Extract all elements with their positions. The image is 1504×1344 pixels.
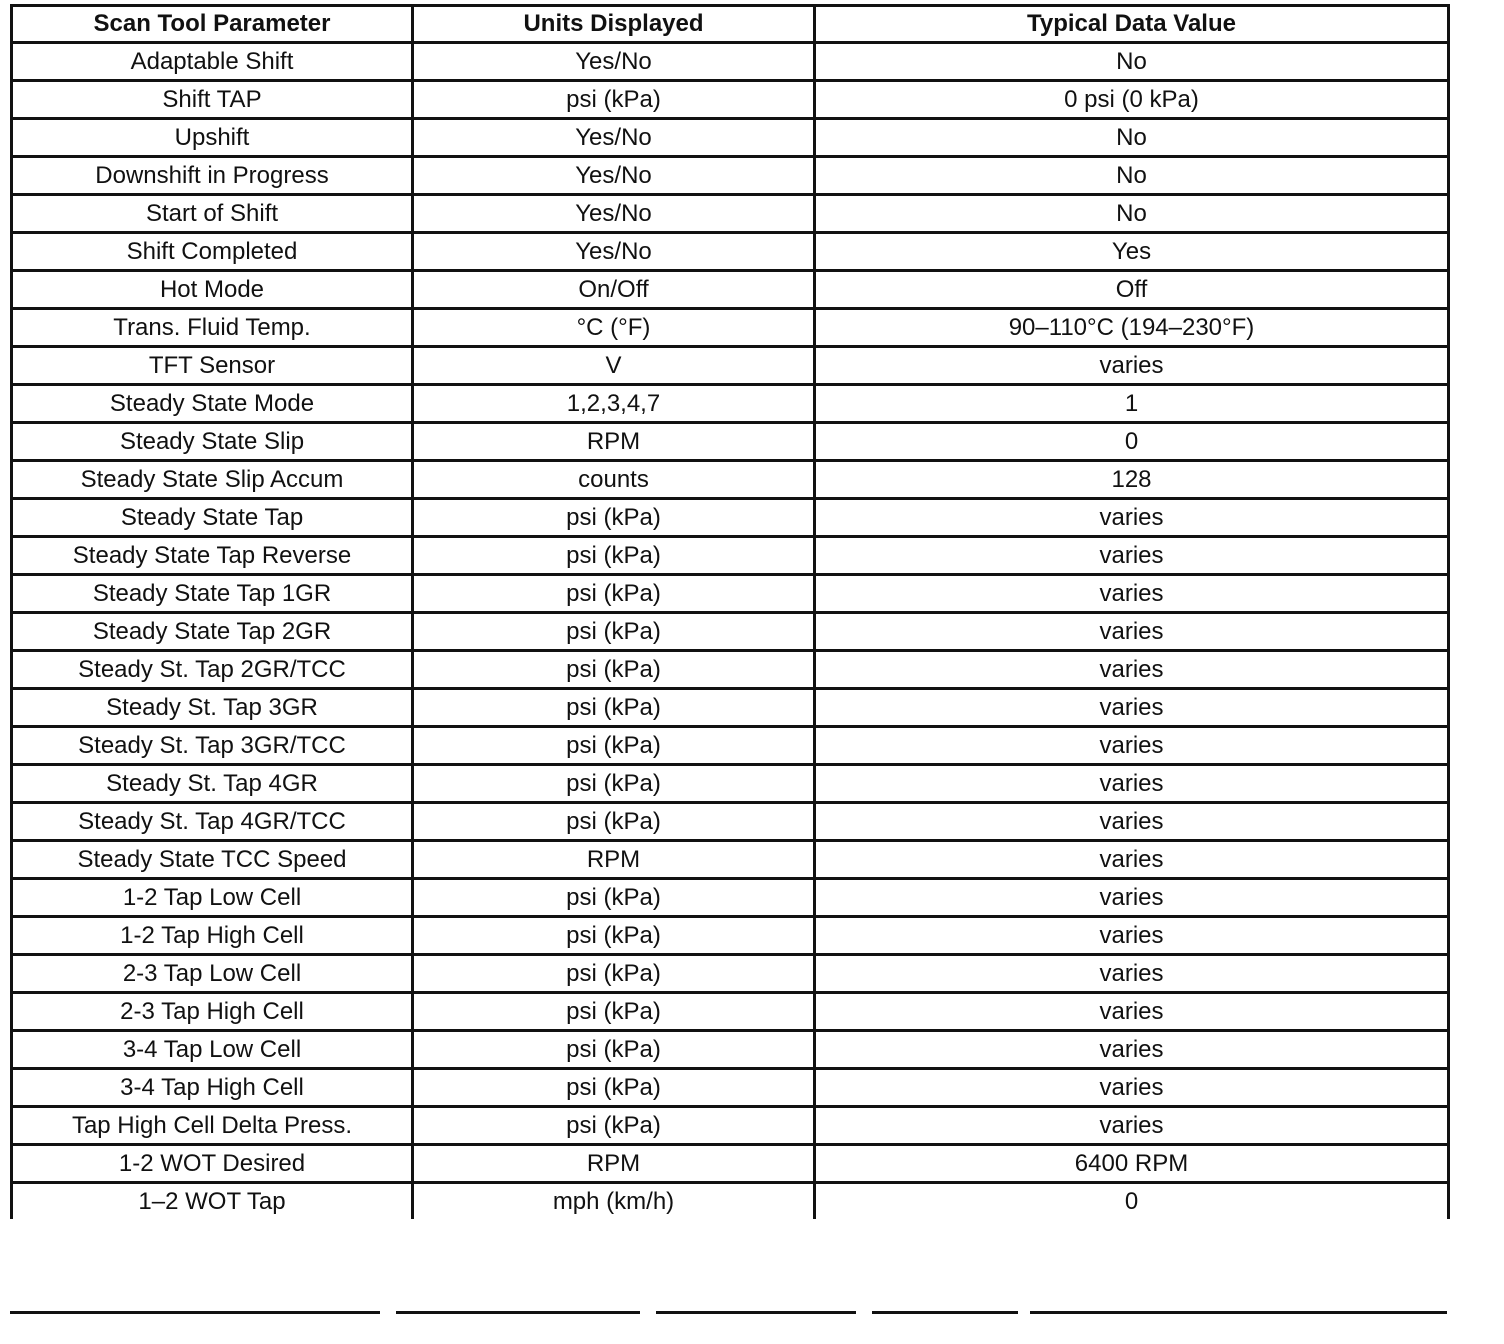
cell-units: 1,2,3,4,7 — [413, 385, 815, 423]
cell-parameter: Steady State Tap Reverse — [12, 537, 413, 575]
table-row — [12, 1069, 1449, 1107]
table-row — [12, 575, 1449, 613]
table-row — [12, 1107, 1449, 1145]
cell-units: psi (kPa) — [413, 955, 815, 993]
bottom-rule-segment — [10, 1311, 380, 1314]
table-row — [12, 689, 1449, 727]
cell-units: psi (kPa) — [413, 1107, 815, 1145]
table-row — [12, 1031, 1449, 1069]
cell-parameter: 1-2 WOT Desired — [12, 1145, 413, 1183]
table-row — [12, 119, 1449, 157]
cell-units: psi (kPa) — [413, 499, 815, 537]
cell-value: varies — [815, 651, 1449, 689]
cell-parameter: Shift Completed — [12, 233, 413, 271]
table-row — [12, 43, 1449, 81]
cell-value: No — [815, 157, 1449, 195]
cell-units: RPM — [413, 841, 815, 879]
cell-units: mph (km/h) — [413, 1183, 815, 1220]
cell-units: RPM — [413, 423, 815, 461]
header-units: Units Displayed — [413, 6, 815, 43]
cell-units: psi (kPa) — [413, 879, 815, 917]
cell-units: Yes/No — [413, 119, 815, 157]
cell-parameter: Steady St. Tap 2GR/TCC — [12, 651, 413, 689]
cell-value: 6400 RPM — [815, 1145, 1449, 1183]
cell-value: Off — [815, 271, 1449, 309]
table-row — [12, 955, 1449, 993]
cell-parameter: Steady State Slip Accum — [12, 461, 413, 499]
table-row — [12, 195, 1449, 233]
cell-value: varies — [815, 879, 1449, 917]
cell-parameter: Steady St. Tap 3GR/TCC — [12, 727, 413, 765]
cell-value: No — [815, 195, 1449, 233]
table-row — [12, 233, 1449, 271]
cell-parameter: Start of Shift — [12, 195, 413, 233]
cell-units: psi (kPa) — [413, 1069, 815, 1107]
scan-tool-data-table — [10, 4, 1450, 1219]
cell-value: varies — [815, 955, 1449, 993]
table-row — [12, 157, 1449, 195]
header-row — [12, 6, 1449, 43]
cell-units: psi (kPa) — [413, 993, 815, 1031]
cell-value: 0 — [815, 423, 1449, 461]
scan-tool-data-table-container — [10, 4, 1447, 1219]
cell-parameter: Steady State Slip — [12, 423, 413, 461]
cell-units: psi (kPa) — [413, 575, 815, 613]
cell-value: varies — [815, 727, 1449, 765]
table-row — [12, 423, 1449, 461]
table-row — [12, 651, 1449, 689]
cell-value: varies — [815, 1107, 1449, 1145]
bottom-rule-segment — [1030, 1311, 1447, 1314]
cell-units: psi (kPa) — [413, 81, 815, 119]
table-row — [12, 1183, 1449, 1220]
cell-parameter: Steady St. Tap 3GR — [12, 689, 413, 727]
cell-parameter: Tap High Cell Delta Press. — [12, 1107, 413, 1145]
table-row — [12, 271, 1449, 309]
table-row — [12, 993, 1449, 1031]
cell-parameter: Adaptable Shift — [12, 43, 413, 81]
cell-parameter: Steady St. Tap 4GR — [12, 765, 413, 803]
cell-value: 0 psi (0 kPa) — [815, 81, 1449, 119]
cell-value: varies — [815, 993, 1449, 1031]
cell-value: No — [815, 119, 1449, 157]
table-row — [12, 765, 1449, 803]
cell-value: No — [815, 43, 1449, 81]
cell-value: varies — [815, 575, 1449, 613]
cell-value: varies — [815, 689, 1449, 727]
table-row — [12, 537, 1449, 575]
cell-parameter: 2-3 Tap High Cell — [12, 993, 413, 1031]
table-body — [12, 43, 1449, 1220]
cell-parameter: Downshift in Progress — [12, 157, 413, 195]
cell-parameter: Steady State Tap 2GR — [12, 613, 413, 651]
cell-parameter: 2-3 Tap Low Cell — [12, 955, 413, 993]
table-row — [12, 613, 1449, 651]
cell-units: psi (kPa) — [413, 537, 815, 575]
cell-value: varies — [815, 537, 1449, 575]
cell-parameter: Hot Mode — [12, 271, 413, 309]
cell-units: °C (°F) — [413, 309, 815, 347]
table-row — [12, 879, 1449, 917]
cell-value: varies — [815, 917, 1449, 955]
cell-value: 90–110°C (194–230°F) — [815, 309, 1449, 347]
header-parameter: Scan Tool Parameter — [12, 6, 413, 43]
table-row — [12, 1145, 1449, 1183]
cell-value: varies — [815, 803, 1449, 841]
table-row — [12, 917, 1449, 955]
cell-value: varies — [815, 613, 1449, 651]
header-value: Typical Data Value — [815, 6, 1449, 43]
bottom-rule-segment — [396, 1311, 640, 1314]
cell-units: psi (kPa) — [413, 803, 815, 841]
cell-parameter: 3-4 Tap High Cell — [12, 1069, 413, 1107]
table-row — [12, 499, 1449, 537]
cell-value: 128 — [815, 461, 1449, 499]
cell-parameter: TFT Sensor — [12, 347, 413, 385]
cell-units: RPM — [413, 1145, 815, 1183]
cell-parameter: 3-4 Tap Low Cell — [12, 1031, 413, 1069]
table-row — [12, 841, 1449, 879]
cell-parameter: Steady State Tap — [12, 499, 413, 537]
cell-parameter: Steady State Tap 1GR — [12, 575, 413, 613]
table-row — [12, 81, 1449, 119]
cell-units: psi (kPa) — [413, 1031, 815, 1069]
cell-units: counts — [413, 461, 815, 499]
table-row — [12, 347, 1449, 385]
cell-units: psi (kPa) — [413, 651, 815, 689]
cell-parameter: Steady State TCC Speed — [12, 841, 413, 879]
cell-units: psi (kPa) — [413, 765, 815, 803]
cell-units: Yes/No — [413, 157, 815, 195]
cell-units: V — [413, 347, 815, 385]
cell-parameter: 1-2 Tap High Cell — [12, 917, 413, 955]
cell-units: Yes/No — [413, 43, 815, 81]
cell-units: psi (kPa) — [413, 727, 815, 765]
cell-units: Yes/No — [413, 195, 815, 233]
table-row — [12, 727, 1449, 765]
cell-parameter: Steady St. Tap 4GR/TCC — [12, 803, 413, 841]
table-row — [12, 461, 1449, 499]
cell-value: varies — [815, 499, 1449, 537]
cell-units: psi (kPa) — [413, 689, 815, 727]
cell-parameter: 1-2 Tap Low Cell — [12, 879, 413, 917]
cell-value: varies — [815, 1069, 1449, 1107]
cell-value: varies — [815, 1031, 1449, 1069]
cell-value: 0 — [815, 1183, 1449, 1220]
cell-parameter: 1–2 WOT Tap — [12, 1183, 413, 1220]
cell-value: varies — [815, 347, 1449, 385]
cell-value: Yes — [815, 233, 1449, 271]
cell-parameter: Shift TAP — [12, 81, 413, 119]
cell-value: varies — [815, 765, 1449, 803]
cell-parameter: Steady State Mode — [12, 385, 413, 423]
cell-parameter: Upshift — [12, 119, 413, 157]
cell-parameter: Trans. Fluid Temp. — [12, 309, 413, 347]
cell-units: psi (kPa) — [413, 917, 815, 955]
table-row — [12, 385, 1449, 423]
cell-units: On/Off — [413, 271, 815, 309]
cell-value: 1 — [815, 385, 1449, 423]
table-row — [12, 309, 1449, 347]
bottom-rule-segment — [656, 1311, 856, 1314]
table-row — [12, 803, 1449, 841]
cell-units: Yes/No — [413, 233, 815, 271]
cell-value: varies — [815, 841, 1449, 879]
bottom-rule-segment — [872, 1311, 1018, 1314]
cell-units: psi (kPa) — [413, 613, 815, 651]
